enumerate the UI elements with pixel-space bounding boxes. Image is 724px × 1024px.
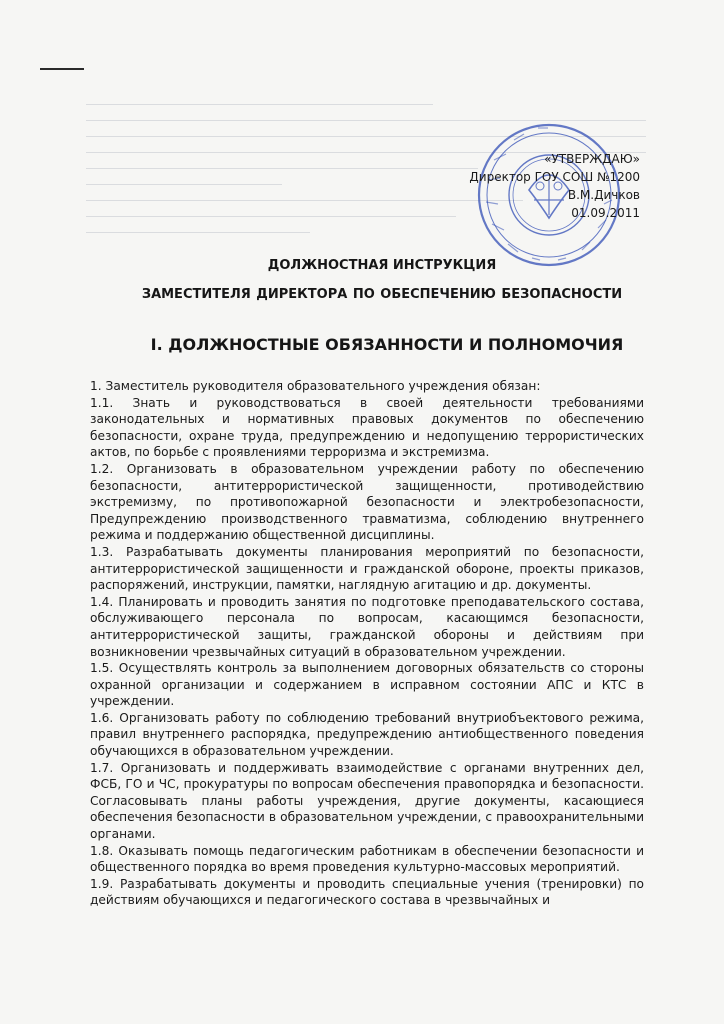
- document-body: [90, 378, 644, 909]
- corner-mark: [40, 68, 84, 70]
- paragraph-item: 1.5. Осуществлять контроль за выполнением договорных обязательств со стороны охранной организации и содержанием в исправном состоянии АПС и КТС в учреждении.: [90, 661, 644, 709]
- position-title: ЗАМЕСТИТЕЛЯ ДИРЕКТОРА ПО ОБЕСПЕЧЕНИЮ БЕЗОПАСНОСТИ: [141, 287, 623, 302]
- approval-date: 01.09.2011: [571, 206, 640, 220]
- paragraph-item: 1.6. Организовать работу по соблюдению требований внутриобъектового режима, правил внутреннего распорядка, предупреждению антиобщественного поведения обучающихся в образовательном учреждении.: [90, 710, 644, 759]
- paragraph-item: 1.9. Разрабатывать документы и проводить специальные учения (тренировки) по действиям обучающихся и педагогического состава в чрезвычайных и: [90, 876, 644, 908]
- section-heading: I. ДОЛЖНОСТНЫЕ ОБЯЗАННОСТИ И ПОЛНОМОЧИЯ: [150, 335, 624, 354]
- approval-signer: В.М.Дичков: [567, 188, 640, 202]
- document-title: ДОЛЖНОСТНАЯ ИНСТРУКЦИЯ: [267, 258, 497, 273]
- paragraph-item: 1.4. Планировать и проводить занятия по подготовке преподавательского состава, обслуживающего персонала по вопросам, касающимся безопасности, антитеррористической защиты, гражданской обороны и действиям при возникновении чрезвычайных ситуаций в образовательном учреждении.: [90, 594, 644, 659]
- paragraph-item: 1.2. Организовать в образовательном учреждении работу по обеспечению безопасности, антитеррористической защищенности, противодействию экстремизму, по противопожарной безопасности и электробезопасности, Предупреждению производственного травматизма, соблюдению внутреннего режима и поддержанию общественной дисциплины.: [90, 461, 644, 543]
- paragraph-item: 1.7. Организовать и поддерживать взаимодействие с органами внутренних дел, ФСБ, ГО и ЧС, прокуратуры по вопросам обеспечения правопорядка и безопасности. Согласовывать планы работы учреждения, другие документы, касающиеся обеспечения безопасности в образовательном учреждении, с правоохранительными органами.: [90, 760, 644, 842]
- paragraph-item: 1.3. Разрабатывать документы планирования мероприятий по безопасности, антитеррористической защищенности и гражданской обороне, проекты приказов, распоряжений, инструкции, памятки, наглядную агитацию и др. документы.: [90, 544, 644, 593]
- paragraph-item: 1.8. Оказывать помощь педагогическим работникам в обеспечении безопасности и общественного порядка во время проведения культурно-массовых мероприятий.: [90, 843, 644, 875]
- intro-paragraph: 1. Заместитель руководителя образовательного учреждения обязан:: [90, 379, 541, 393]
- approval-block: [469, 150, 640, 222]
- paragraph-item: 1.1. Знать и руководствоваться в своей деятельности требованиями законодательных и нормативных правовых документов по обеспечению безопасности, охране труда, предупреждению и недопущению террористических актов, по борьбе с проявлениями терроризма и экстремизма.: [90, 395, 644, 460]
- approval-position: Директор ГОУ СОШ №1200: [469, 170, 640, 184]
- approval-heading: «УТВЕРЖДАЮ»: [544, 152, 640, 166]
